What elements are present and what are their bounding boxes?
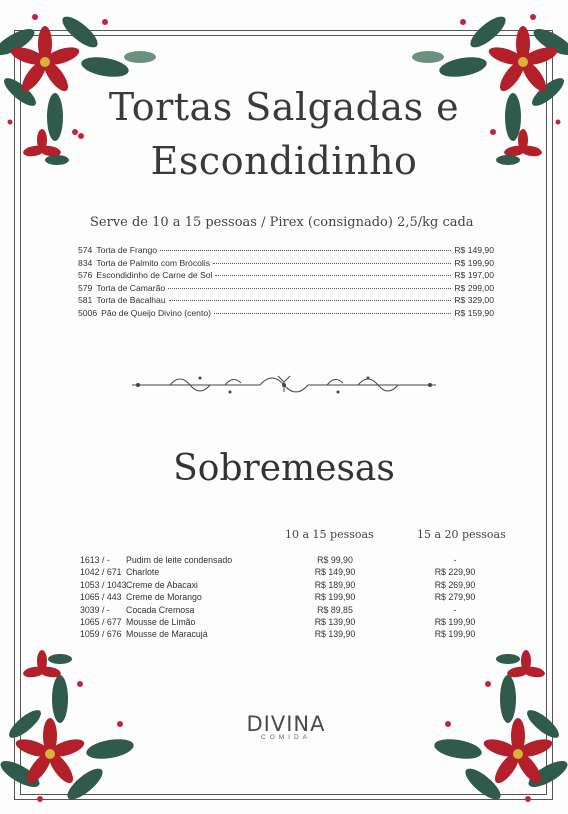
list-item xyxy=(80,617,500,629)
item-code: 1059 / 676 xyxy=(80,629,122,640)
price-10-15: R$ 149,90 xyxy=(314,567,356,578)
item-code: 1065 / 443 xyxy=(80,592,122,603)
item-code: 574 xyxy=(78,245,93,255)
list-item xyxy=(80,580,500,592)
price-10-15: R$ 89,85 xyxy=(317,604,353,615)
item-price: R$ 197,00 xyxy=(454,270,494,281)
list-item xyxy=(80,592,500,604)
price-15-20: R$ 269,90 xyxy=(434,579,476,590)
poinsettia-bottom-right-icon xyxy=(398,644,568,814)
list-item xyxy=(80,567,500,579)
list-item xyxy=(78,295,494,308)
price-10-15: R$ 139,90 xyxy=(314,616,356,627)
price-10-15: R$ 139,90 xyxy=(314,629,356,640)
divina-logo xyxy=(243,712,329,741)
item-price: R$ 149,90 xyxy=(454,245,494,255)
item-code: 1053 / 1043 xyxy=(80,579,127,590)
item-name: Torta de Frango xyxy=(96,245,158,255)
list-item xyxy=(78,245,494,258)
dot-leader xyxy=(168,288,451,289)
item-name: Torta de Bacalhau xyxy=(96,295,166,306)
list-item xyxy=(78,283,494,296)
item-code: 834 xyxy=(78,257,93,268)
price-15-20: R$ 279,90 xyxy=(434,592,476,603)
item-code: 5006 xyxy=(78,307,98,318)
item-code: 1065 / 677 xyxy=(80,616,122,627)
tortas-list xyxy=(78,245,494,321)
list-item xyxy=(80,629,500,641)
item-code: 3039 / - xyxy=(80,604,110,615)
item-price: R$ 199,90 xyxy=(454,257,494,268)
item-price: R$ 299,00 xyxy=(454,282,494,293)
item-code: 576 xyxy=(78,270,93,281)
dot-leader xyxy=(213,263,451,264)
price-10-15: R$ 199,90 xyxy=(314,592,356,603)
item-price: R$ 329,00 xyxy=(454,295,494,306)
logo-brand: DIVINA xyxy=(246,712,326,736)
item-code: 581 xyxy=(78,295,93,306)
dot-leader xyxy=(160,250,451,251)
list-item xyxy=(78,270,494,283)
price-15-20: R$ 199,90 xyxy=(434,616,476,627)
list-item xyxy=(80,605,500,617)
poinsettia-bottom-left-icon xyxy=(0,644,170,814)
dot-leader xyxy=(215,275,451,276)
list-item xyxy=(78,308,494,321)
section-title-sobremesas: Sobremesas xyxy=(173,448,395,489)
list-item xyxy=(78,258,494,271)
serving-info: Serve de 10 a 15 pessoas / Pirex (consignado) 2,5/kg cada xyxy=(90,215,474,230)
price-10-15: R$ 99,90 xyxy=(317,555,353,565)
item-code: 1042 / 671 xyxy=(80,567,122,578)
item-code: 579 xyxy=(78,282,93,293)
item-name: Escondidinho de Carne de Sol xyxy=(96,270,213,281)
price-10-15: R$ 189,90 xyxy=(314,579,356,590)
logo-subtitle: COMIDA xyxy=(261,734,311,741)
item-code: 1613 / - xyxy=(80,555,110,565)
page-title-line1: Tortas Salgadas e xyxy=(108,85,460,129)
page-title-line2: Escondidinho xyxy=(150,139,418,183)
item-price: R$ 159,90 xyxy=(454,307,494,318)
ornament-divider-icon xyxy=(130,372,438,398)
price-15-20: - xyxy=(453,555,457,565)
item-name: Mousse de Maracujá xyxy=(126,629,208,640)
item-name: Torta de Camarão xyxy=(96,282,166,293)
item-name: Pão de Queijo Divino (cento) xyxy=(101,307,211,318)
item-name: Torta de Palmito com Brócolis xyxy=(96,257,211,268)
sobremesas-list xyxy=(80,555,500,642)
item-name: Creme de Morango xyxy=(126,592,202,603)
item-name: Creme de Abacaxi xyxy=(126,579,198,590)
price-15-20: R$ 229,90 xyxy=(434,567,476,578)
item-name: Pudim de leite condensado xyxy=(126,555,233,565)
price-15-20: R$ 199,90 xyxy=(434,629,476,640)
item-name: Charlote xyxy=(126,567,160,578)
dot-leader xyxy=(214,313,451,314)
item-name: Cocada Cremosa xyxy=(126,604,195,615)
dot-leader xyxy=(169,300,452,301)
column-header-15-20: 15 a 20 pessoas xyxy=(417,528,506,541)
column-header-10-15: 10 a 15 pessoas xyxy=(285,528,374,541)
item-name: Mousse de Limão xyxy=(126,616,196,627)
list-item xyxy=(80,555,500,567)
price-15-20: - xyxy=(453,604,457,615)
